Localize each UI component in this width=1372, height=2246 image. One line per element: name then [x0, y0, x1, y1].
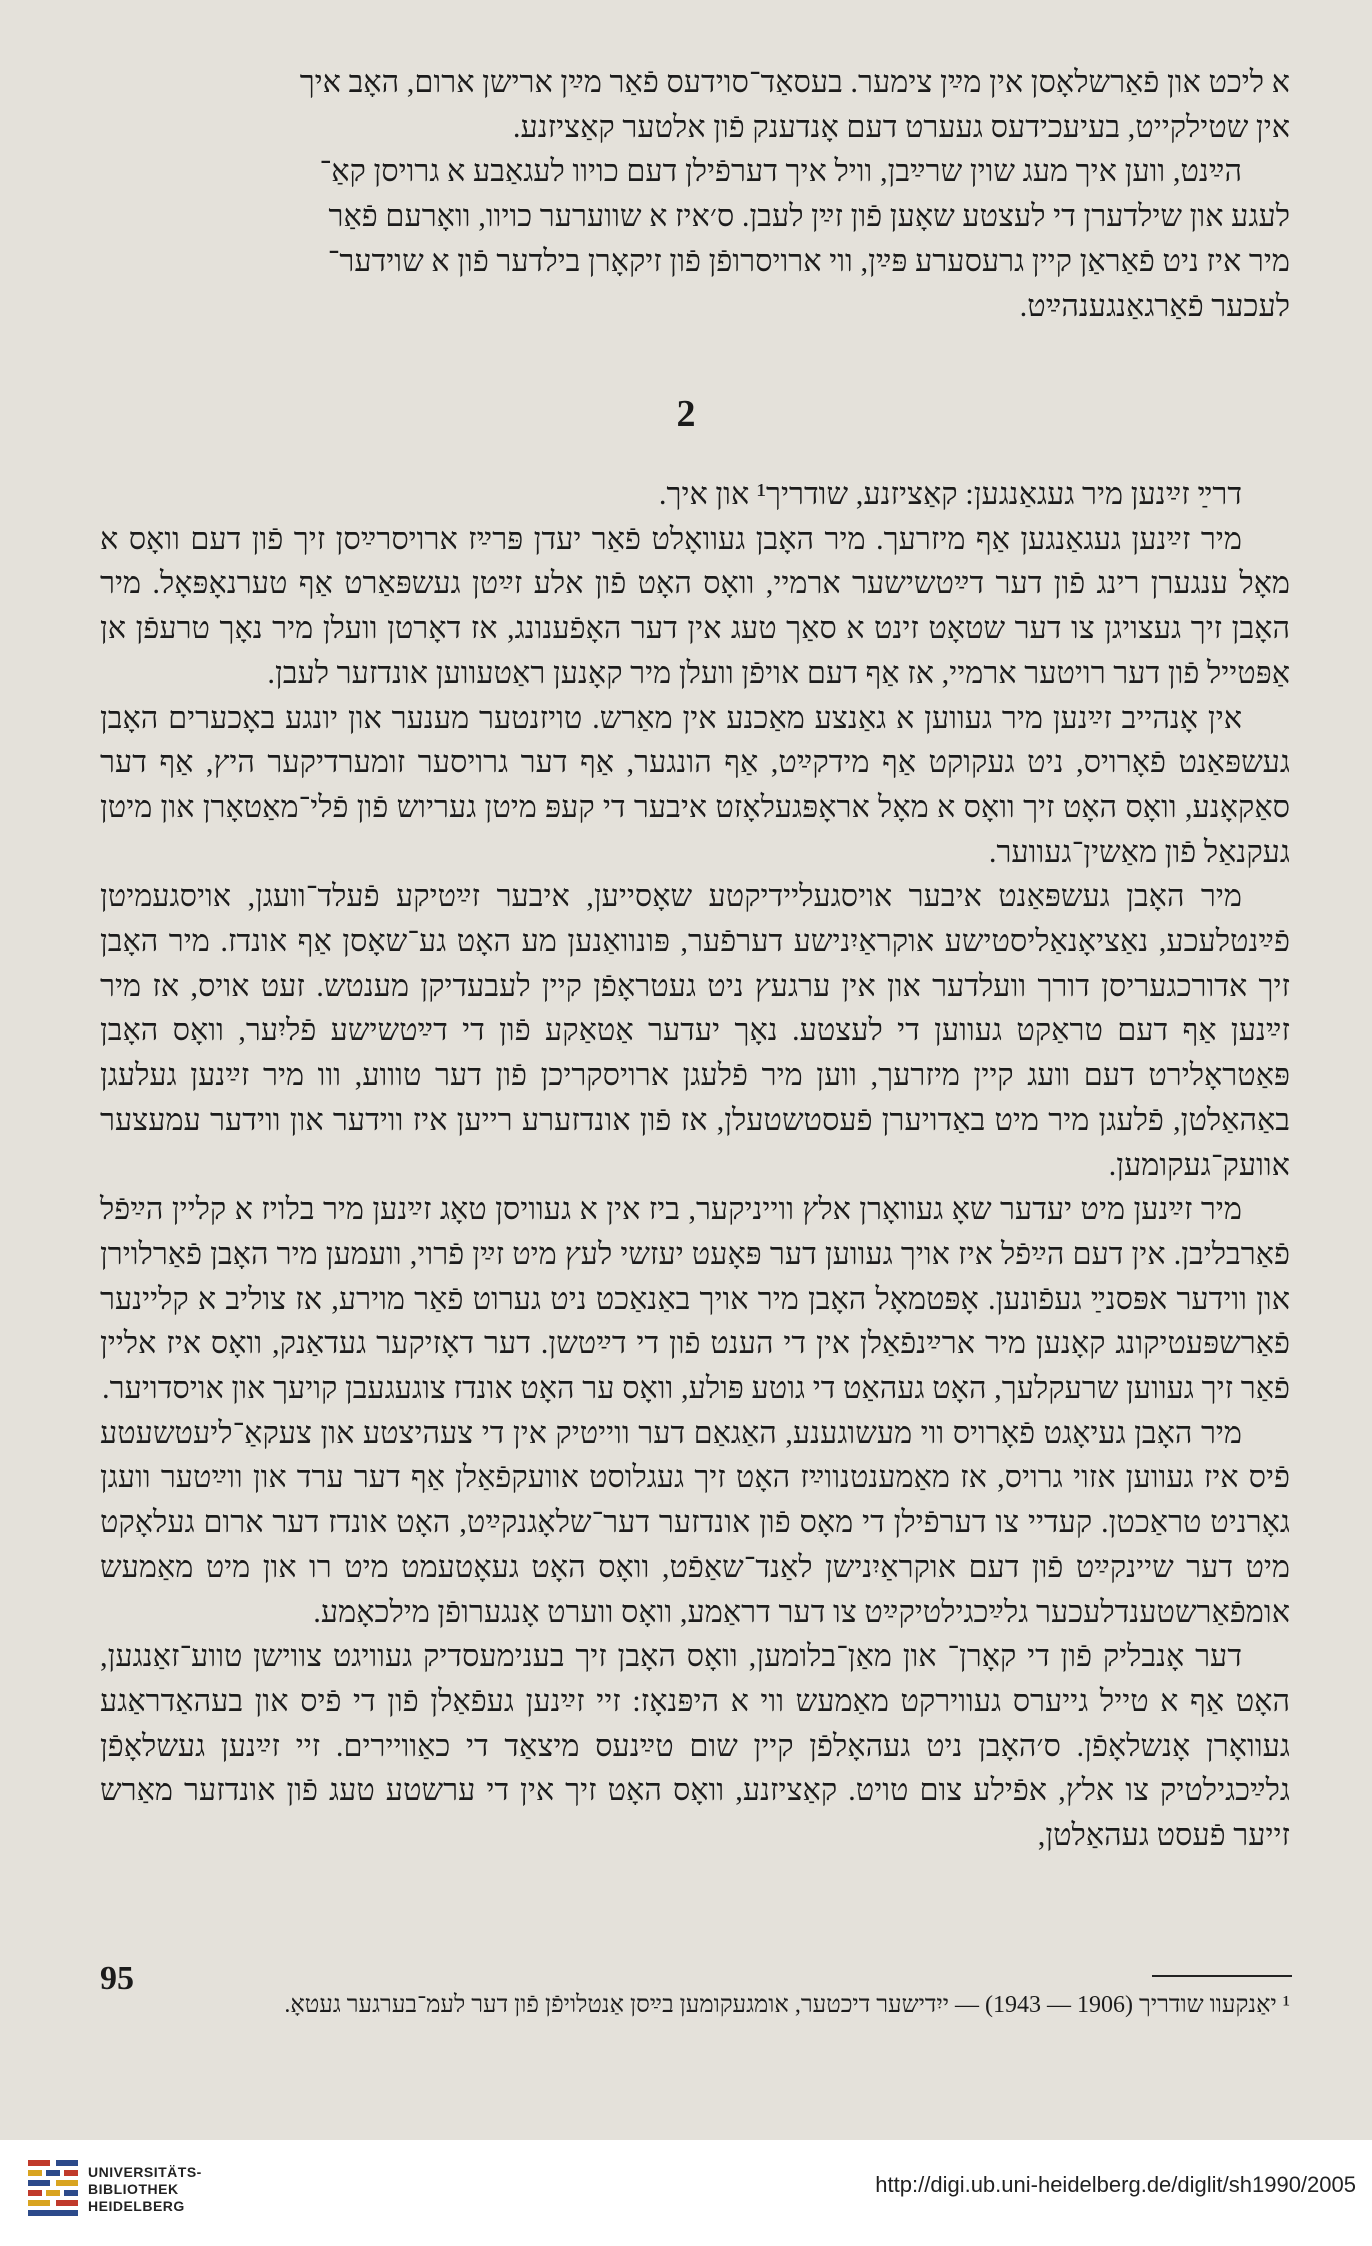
footnote-divider	[1152, 1975, 1292, 1977]
text-line: אין שטילקייט, בעיעכידעס געערט דעם אָנדענק פֿון אלטער קאַציזנע.	[512, 109, 1290, 144]
text-line: א ליכט און פֿאַרשלאָסן אין מײַן צימער. בעסאַד־סוידעס פֿאַר מײַן ארישן ארום, האָב איך	[299, 65, 1290, 99]
library-name-line: BIBLIOTHEK	[88, 2181, 179, 2197]
paragraph: דער אָנבליק פֿון די קאָרן־ און מאַן־בלומען, וואָס האָבן זיך בענימעסדיק געוויגט צווישן טווע־זאַנגען, האָט אַף א טייל גייערס געווירקט מאַמעש ווי א היפּנאָז: זיי זײַנען געפֿאַלן פֿון די פֿיס און בעהאַדראַגע געוואָרן אָנשלאָפֿן. ס׳האָבן ניט געהאָלפֿן קיין שום טײַנעס מיצאַד די כאַוויירים. זיי זײַנען געשלאָפֿן גלײַכגילטיק צו אלץ, אפֿילע צום טויט. קאַציזנע, וואָס האָט זיך אין די ערשטע טעג פֿון אונדזער מאַרש זייער פֿעסט געהאַלטן,	[100, 1639, 1290, 1853]
footnote: ¹ יאַנקעוו שודריך (1906 — 1943) — ייִדישער דיכטער, אומגעקומען בײַסן אַנטלויפֿן פֿון דער לעמ־בערגער געטאָ.	[284, 1992, 1290, 2018]
library-name	[88, 2164, 202, 2215]
main-section	[100, 472, 1290, 1858]
paragraph: מיר האָבן געשפּאַנט איבער אויסגעליידיקטע שאָסייען, איבער זײַטיקע פֿעלד־וועגן, אויסגעמיטן פֿײַנטלעכע, נאַציאָנאַליסטישע אוקראַיִנישע דערפֿער, פּונוואַנען מע האָט גע־שאָסן אַף אונדז. מיר האָבן זיך אדורכגעריסן דורך וועלדער און אין ערגעץ ניט געטראָפֿן קיין לעבעדיקן מענטש. זעט אויס, אז מיר זײַנען אַף דעם טראַקט געווען די לעצטע. נאָך יעדער אַטאַקע פֿון די דײַטשישע פֿליִער, וואָס האָבן פּאַטראָלירט דעם וועג קיין מיזרעך, ווען מיר פֿלעגן ארויסקריכן פֿון דער טוווע, ווו מיר זײַנען געלעגן באַהאַלטן, פֿלעגן מיר מיט באַדויערן פֿעסטשטעלן, אז פֿון אונדזערע רייען איז ווידער און ווידער עמעצער אוועק־געקומען.	[100, 879, 1290, 1182]
paragraph: מיר זײַנען געגאַנגען אַף מיזרעך. מיר האָבן געוואָלט פֿאַר יעדן פּרײַז ארויסרײַסן זיך פֿון דעם וואָס א מאָל ענגערן רינג פֿון דער דײַטשישער ארמיי, וואָס האָט פֿון אלע זײַטן געשפּאַרט אַף טערנאָפּאָל. מיר האָבן זיך געצויגן צו דער שטאָט זינט א סאַך טעג אין דער האָפֿענונג, אז דאָרטן וועלן מיר נאָך טרעפֿן אן אַפּטייל פֿון דער רויטער ארמיי, אז אַף דעם אויפֿן וועלן מיר קאָנען ראַטעווען אונדזער לעבן.	[100, 521, 1290, 690]
paragraph: דרײַ זײַנען מיר געגאַנגען: קאַציזנע, שודריך¹ און איך.	[658, 477, 1242, 511]
paragraph: אין אָנהייב זײַנען מיר געווען א גאַנצע מאַכנע אין מאַרש. טויזנטער מענער און יונגע באָכערים האָבן געשפּאַנט פֿאָרויס, ניט געקוקט אַף מידקײַט, אַף הונגער, אַף דער גרויסער זומערדיקער היץ, אַף דער סאַקאָנע, וואָס האָט זיך וואָס א מאָל אראָפּגעלאָזט איבער די קעפּ מיטן געריוש פֿון פֿלי־מאַטאָרן און מיטן געקנאַל פֿון מאַשין־געווער.	[100, 700, 1290, 869]
text-line: מיר איז ניט פֿאַראַן קיין גרעסערע פּײַן, ווי ארויסרופֿן פֿון זיקאָרן בילדער פֿון א שוידער־	[327, 243, 1290, 278]
source-url-link[interactable]: http://digi.ub.uni-heidelberg.de/diglit/sh1990/2005	[875, 2172, 1356, 2197]
text-line: לעכער פֿאַרגאַנגענהײַט.	[1019, 288, 1290, 323]
university-logo-icon	[24, 2156, 82, 2226]
text-line: הײַנט, ווען איך מעג שוין שרײַבן, וויל איך דערפֿילן דעם כויוו לעגאַבע א גרויסן קאַ־	[319, 154, 1242, 189]
page-number: 95	[100, 1960, 134, 1997]
text-line: לעגע און שילדערן די לעצטע שאָען פֿון זײַן לעבן. ס׳איז א שווערער כויוו, וואָרעם פֿאַר	[328, 199, 1290, 234]
paragraph: מיר זײַנען מיט יעדער שאָ געוואָרן אלץ ווייניקער, ביז אין א געוויסן טאָג זײַנען מיר בלויז א קליין הײַפֿל פֿאַרבליבן. אין דעם הײַפֿל איז אויך געווען דער פּאָעט יעזשי לעץ מיט זײַן פֿרוי, וועמען מיר האָבן פֿאַרלוירן און ווידער אפּסנײַ געפֿונען. אָפּטמאָל האָבן מיר אויך באַנאַכט ניט גערוט פֿאַר מוירע, אז צוליב א קליינער פֿאַרשפּעטיקונג קאָנען מיר ארײַנפֿאַלן אין די הענט פֿון די דײַטשן. דער דאָזיקער געדאַנק, וואָס איז אליין פֿאַר זיך געווען שרעקלעך, האָט געהאַט די גוטע פּולע, וואָס ער האָט אונדז צוגעגעבן קויעך און אויסדויער.	[100, 1192, 1290, 1406]
section-number: 2	[676, 393, 696, 435]
paragraph: מיר האָבן געיאָגט פֿאָרויס ווי מעשוגענע, האַגאַם דער ווייטיק אין די צעהיצטע און צעקאַ־ליעטשעטע פֿיס איז געווען אזוי גרויס, אז מאַמענטנווײַז האָט זיך געגלוסט אוועקפֿאַלן אַף דער ערד און ווײַטער וועגן גאָרניט טראַכטן. קעדיי צו דערפֿילן די מאָס פֿון אונדזער דער־שלאָגנקײַט, האָט אונדז דער ארום געלאָקט מיט דער שיינקײַט פֿון דעם אוקראַיִנישן לאַנד־שאַפֿט, וואָס האָט געאָטעמט מיט רו און מיט מאַמעש אומפֿאַרשטענדלעכער גלײַכגילטיקײַט צו דער דראַמע, וואָס ווערט אָנגערופֿן מילכאָמע.	[100, 1415, 1290, 1629]
opening-section	[100, 60, 1290, 328]
library-name-line: HEIDELBERG	[88, 2198, 185, 2214]
library-name-line: UNIVERSITÄTS-	[88, 2164, 202, 2180]
digitization-footer	[0, 2140, 1372, 2246]
